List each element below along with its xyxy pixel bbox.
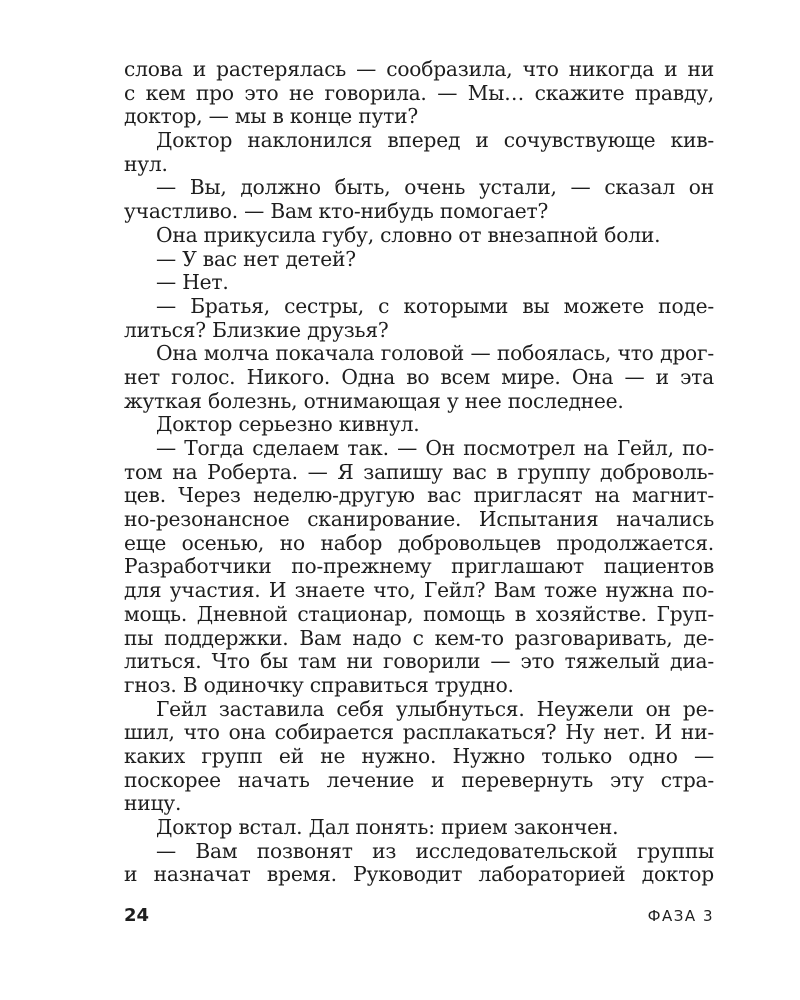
text-line: жуткая болезнь, отнимающая у нее последнее. [124,388,624,413]
text-line: и назначат время. Руководит лабораторией доктор [124,862,714,887]
text-line: Разработчики по-прежнему приглашают пациентов [124,554,714,579]
text-line: — У вас нет детей? [156,246,356,271]
text-line: с кем про это не говорила. — Мы… скажите правду, [124,80,714,105]
text-line: — Нет. [156,270,229,295]
text-line: слова и растерялась — сообразила, что никогда и ни [124,57,714,81]
page-body [124,58,714,887]
text-line: нет голос. Никого. Одна во всем мире. Она — и эта [124,364,714,389]
text-line: каких групп ей не нужно. Нужно только одно — [124,743,714,768]
page-footer [124,905,714,929]
text-line: Доктор серьезно кивнул. [156,412,420,437]
text-line: нул. [124,151,168,176]
text-line: участливо. — Вам кто-нибудь помогает? [124,199,549,224]
text-line: цев. Через неделю-другую вас пригласят на магнит- [124,483,714,508]
text-line: но-резонансное сканирование. Испытания начались [124,507,714,532]
text-line: Гейл заставила себя улыбнуться. Неужели он ре- [156,696,714,721]
text-line: Доктор встал. Дал понять: прием закончен. [156,815,619,839]
text-line: — Братья, сестры, с которыми вы можете поде- [156,293,714,318]
text-line: Она молча покачала головой — побоялась, что дрог- [156,341,714,366]
text-line: литься? Близкие друзья? [124,317,389,342]
text-line: пы поддержки. Вам надо с кем-то разговаривать, де- [124,625,714,650]
text-line: ницу. [124,791,182,816]
text-line: том на Роберта. — Я запишу вас в группу доброволь- [124,459,714,484]
text-line: для участия. И знаете что, Гейл? Вам тоже нужна по- [124,578,714,603]
text-line: литься. Что бы там ни говорили — это тяжелый диа- [124,649,714,674]
text-line: — Вы, должно быть, очень устали, — сказал он [156,175,714,200]
text-line: — Тогда сделаем так. — Он посмотрел на Гейл, по- [156,436,714,460]
page-number: 24 [124,905,150,926]
text-line: Доктор наклонился вперед и сочувствующе кив- [156,128,714,153]
text-line: Она прикусила губу, словно от внезапной боли. [156,222,661,247]
text-line: — Вам позвонят из исследовательской группы [156,838,714,863]
text-line: гноз. В одиночку справиться трудно. [124,672,514,697]
text-line: шил, что она собирается расплакаться? Ну нет. И ни- [124,720,714,745]
text-line: мощь. Дневной стационар, помощь в хозяйстве. Груп- [124,601,714,626]
text-line: поскорее начать лечение и перевернуть эту стра- [124,767,714,792]
body-text [124,58,714,887]
text-line: доктор, — мы в конце пути? [124,104,419,129]
text-line: еще осенью, но набор добровольцев продолжается. [124,530,714,555]
running-head: ФАЗА 3 [647,907,714,925]
